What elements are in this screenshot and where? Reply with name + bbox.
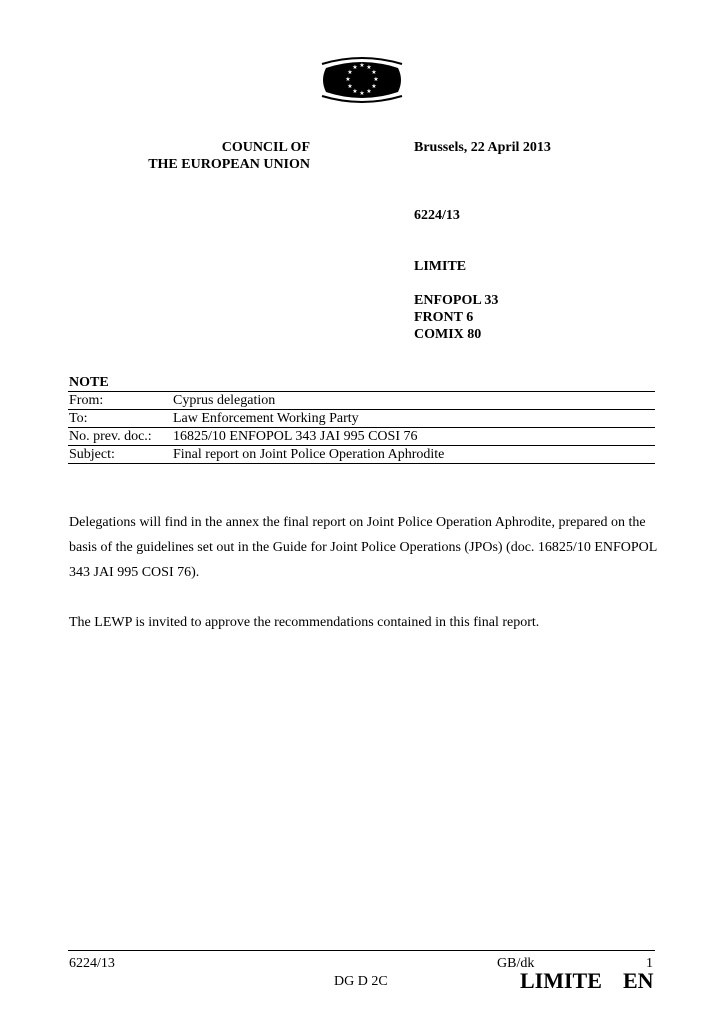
note-row-value: Final report on Joint Police Operation Aphrodite bbox=[173, 446, 655, 464]
note-row-label: From: bbox=[68, 392, 173, 410]
svg-text:★: ★ bbox=[345, 76, 351, 83]
document-meta bbox=[414, 139, 551, 343]
svg-text:★: ★ bbox=[359, 62, 365, 69]
document-number: 6224/13 bbox=[414, 208, 460, 223]
body-text bbox=[69, 510, 659, 635]
issuer-line-1: COUNCIL OF bbox=[221, 140, 310, 155]
svg-text:★: ★ bbox=[366, 88, 372, 95]
note-row-value: Cyprus delegation bbox=[173, 392, 655, 410]
footer-department: DG D 2C bbox=[334, 974, 388, 989]
issuer-block bbox=[120, 139, 310, 173]
note-table bbox=[68, 391, 655, 464]
svg-text:★: ★ bbox=[366, 64, 372, 71]
body-paragraph: Delegations will find in the annex the final report on Joint Police Operation Aphrodite, prepared on the basis of the guidelines set out in the Guide for Joint Police Operations (JPOs) (doc. 16825/10 ENFOPOL 343 JAI 995 COSI 76). bbox=[69, 515, 657, 580]
note-row-value: Law Enforcement Working Party bbox=[173, 410, 655, 428]
reference-code: COMIX 80 bbox=[414, 327, 482, 342]
note-row-label: Subject: bbox=[68, 446, 173, 464]
table-row bbox=[68, 410, 655, 428]
footer-divider bbox=[68, 950, 655, 951]
note-row-value: 16825/10 ENFOPOL 343 JAI 995 COSI 76 bbox=[173, 428, 655, 446]
svg-text:★: ★ bbox=[371, 83, 377, 90]
note-row-label: To: bbox=[68, 410, 173, 428]
reference-code: FRONT 6 bbox=[414, 310, 474, 325]
note-heading: NOTE bbox=[69, 375, 109, 390]
place-date: Brussels, 22 April 2013 bbox=[414, 140, 551, 155]
svg-text:★: ★ bbox=[352, 88, 358, 95]
footer-page-number: 1 bbox=[646, 956, 653, 971]
footer-classification: LIMITE bbox=[520, 968, 602, 993]
svg-text:★: ★ bbox=[347, 83, 353, 90]
note-row-label: No. prev. doc.: bbox=[68, 428, 173, 446]
classification-label: LIMITE bbox=[414, 259, 467, 274]
table-row bbox=[68, 392, 655, 410]
footer-initials: GB/dk bbox=[497, 956, 535, 971]
body-paragraph: The LEWP is invited to approve the recommendations contained in this final report. bbox=[69, 615, 540, 630]
footer-doc-number: 6224/13 bbox=[69, 956, 115, 971]
council-emblem-icon bbox=[316, 54, 408, 106]
footer-language: EN bbox=[623, 968, 654, 993]
svg-text:★: ★ bbox=[347, 69, 353, 76]
table-row bbox=[68, 446, 655, 464]
table-row bbox=[68, 428, 655, 446]
svg-text:★: ★ bbox=[373, 76, 379, 83]
issuer-line-2: THE EUROPEAN UNION bbox=[148, 157, 310, 172]
svg-text:★: ★ bbox=[352, 64, 358, 71]
svg-text:★: ★ bbox=[359, 90, 365, 97]
reference-code: ENFOPOL 33 bbox=[414, 293, 499, 308]
svg-text:★: ★ bbox=[371, 69, 377, 76]
